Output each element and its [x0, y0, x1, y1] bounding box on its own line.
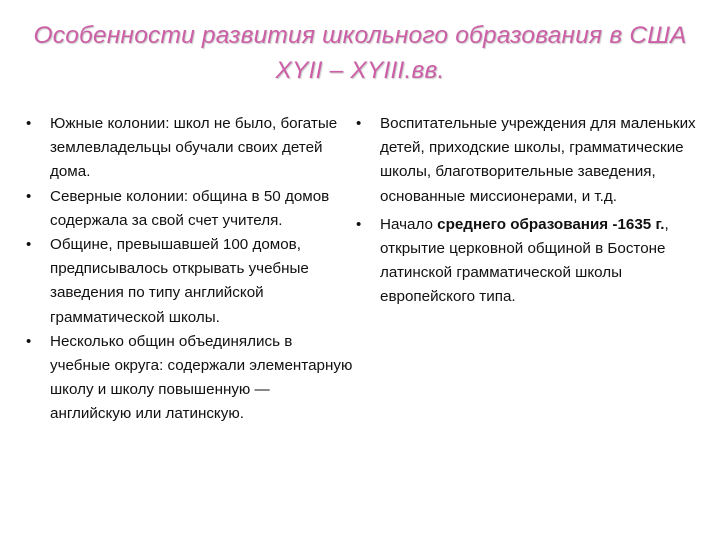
bullet-icon: • [26, 187, 32, 205]
list-item-text: Несколько общин объединялись в учебные округа: содержали элементарную школу и школу повышенную — английскую или латинскую. [50, 332, 353, 423]
list-item [356, 213, 702, 310]
list-item [26, 185, 354, 233]
bullet-icon: • [356, 215, 362, 233]
list-item-text: Южные колонии: школ не было, богатые землевладельцы обучали своих детей дома. [50, 115, 338, 181]
right-bullet-list [356, 112, 702, 310]
list-item-text: Воспитательные учреждения для маленьких детей, приходские школы, грамматические школы, благотворительные заведения, основанные миссионерами, и т.д. [380, 115, 696, 205]
bullet-icon: • [26, 236, 32, 254]
title-line-1: Особенности развития школьного образования в США [33, 22, 687, 49]
list-item-text: Северные колонии: община в 50 домов содержала за свой счет учителя. [50, 187, 330, 229]
left-bullet-list [26, 112, 354, 427]
title-line-2: XYII – XYIII.вв. [275, 57, 445, 84]
list-item [26, 112, 354, 185]
list-item [26, 233, 354, 330]
list-item [26, 330, 354, 427]
bullet-icon: • [356, 115, 362, 132]
page-title [0, 18, 720, 88]
text-part: , открытие церковной общиной в Бостоне латинской грамматической школы европейского типа. [380, 215, 669, 306]
bullet-icon: • [26, 332, 32, 350]
text-part: Начало [380, 215, 438, 233]
list-item [356, 112, 702, 209]
list-item-text: Общине, превышавшей 100 домов, предписывалось открывать учебные заведения по типу английской грамматической школы. [50, 236, 309, 326]
list-item-text [380, 216, 669, 306]
bold-text: среднего образования -1635 г. [437, 215, 665, 233]
bullet-icon: • [26, 115, 32, 132]
